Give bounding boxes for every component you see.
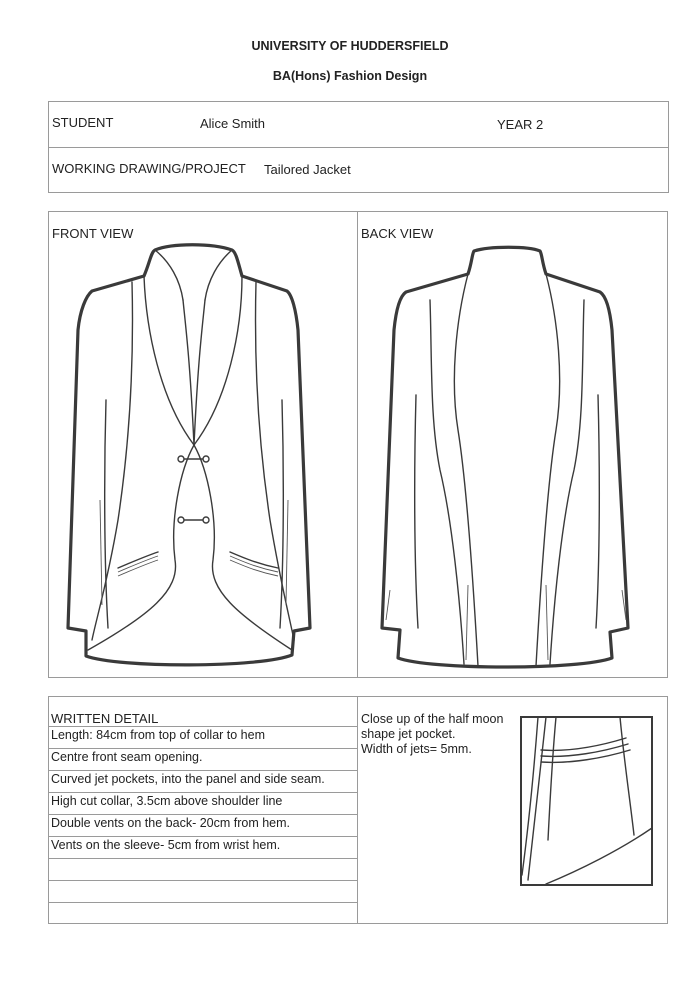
front-view-label: FRONT VIEW (52, 226, 134, 241)
student-name: Alice Smith (200, 116, 266, 131)
back-view-label: BACK VIEW (361, 226, 434, 241)
course-title: BA(Hons) Fashion Design (272, 69, 428, 83)
written-detail-heading: WRITTEN DETAIL (51, 711, 159, 726)
project-name: Tailored Jacket (264, 162, 351, 177)
student-label: STUDENT (52, 115, 114, 130)
closeup-caption-line3: Width of jets= 5mm. (361, 742, 472, 756)
detail-line: High cut collar, 3.5cm above shoulder line (51, 794, 283, 808)
year-label: YEAR 2 (497, 117, 544, 132)
detail-line: Length: 84cm from top of collar to hem (51, 728, 265, 742)
detail-line: Curved jet pockets, into the panel and side seam. (51, 772, 325, 786)
university-title: UNIVERSITY OF HUDDERSFIELD (251, 39, 449, 53)
detail-line: Centre front seam opening. (51, 750, 203, 764)
detail-line: Vents on the sleeve- 5cm from wrist hem. (51, 838, 281, 852)
detail-line: Double vents on the back- 20cm from hem. (51, 816, 291, 830)
project-label: WORKING DRAWING/PROJECT (52, 161, 246, 176)
closeup-caption-line1: Close up of the half moon (361, 712, 504, 726)
closeup-caption-line2: shape jet pocket. (361, 727, 456, 741)
